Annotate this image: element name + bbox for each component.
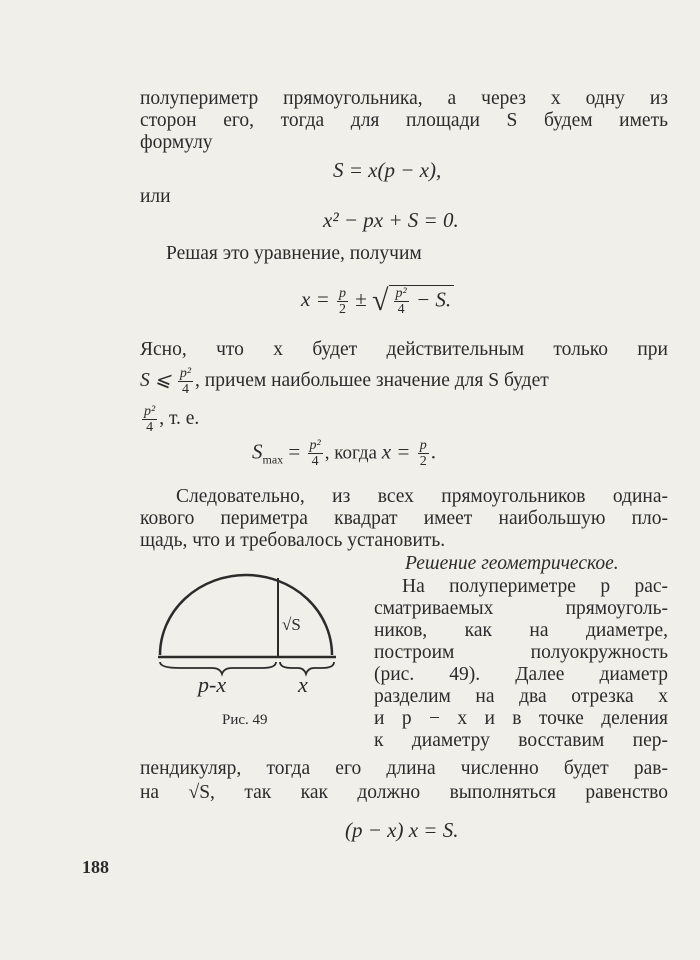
text-line: полупериметр прямоугольника, а через x одну из [140,88,668,109]
equation-root: x = $\frac{p}{2}$ ± √ $\frac{\text{p²}}{4}$ − S. [301,284,454,318]
text-line: построим полуокружность [374,642,668,663]
text-line: разделим на два отрезка x [374,686,668,707]
label-x: x [298,672,308,697]
text-line: $\frac{\text{p²}}{4}$ , т. е. [144,404,200,435]
text-line: формулу [140,132,213,153]
section-heading: Решение геометрическое. [405,553,619,574]
label-p-minus-x: p-x [198,672,227,697]
page-number: 188 [82,857,109,877]
text-line: Решая это уравнение, получим [166,243,422,264]
text-line: и p − x и в точке деления [374,708,668,729]
text-line: к диаметру восставим пер- [374,730,668,751]
text-line: щадь, что и требовалось установить. [140,530,446,551]
text-line: Ясно, что x будет действительным только при [140,339,668,360]
figure-49 [150,570,346,702]
equation-area: S = x(p − x), [333,158,442,182]
radical-sign: √ [372,284,389,317]
fraction-p-over-2: $\frac{p}{2}$ [339,285,346,317]
semicircle [160,575,332,655]
text-line: сторон его, тогда для площади S будем иметь [140,110,668,131]
text-line: ников, как на диаметре, [374,620,668,641]
text-line: S ⩽ $\frac{\text{p²}}{4}$ , причем наибольшее значение для S будет [140,366,549,397]
equation-quadratic: x² − px + S = 0. [323,208,459,232]
text-line: или [140,186,171,207]
equation-smax: $S_{max}$ = $\frac{\text{p²}}{4}$ , когда x = $\frac{p}{2}$ . [252,438,436,469]
text-line: Следовательно, из всех прямоугольников одина- [176,486,668,507]
radicand: $\frac{\text{p²}}{4}$ − S. [389,285,455,317]
text-line: кового периметра квадрат имеет наибольшую пло- [140,508,668,529]
text-line: пендикуляр, тогда его длина численно будет рав- [140,758,668,779]
text-line: сматриваемых прямоуголь- [374,598,668,619]
text-line: (рис. 49). Далее диаметр [374,664,668,685]
text-line: На полупериметре p рас- [402,576,668,597]
figure-caption: Рис. 49 [222,712,268,728]
equation-final: (p − x) x = S. [345,818,459,842]
label-sqrt-s: √S [282,615,301,634]
text-line: на √S, так как должно выполняться равенство [140,782,668,803]
